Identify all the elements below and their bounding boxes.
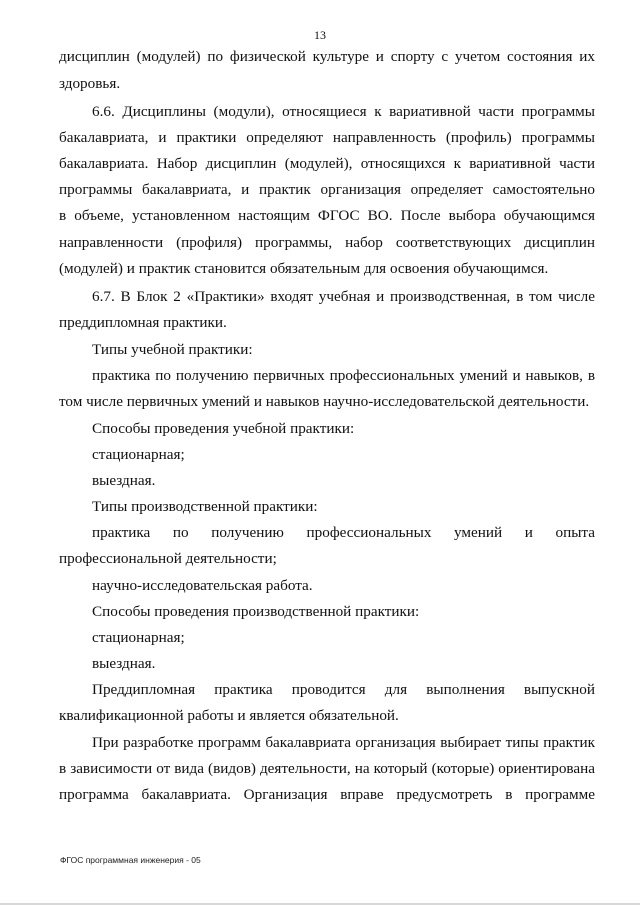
text-line: программы бакалавриата, и практик организация определяет самостоятельно: [59, 181, 595, 198]
text-line: том числе первичных умений и навыков научно-исследовательской деятельности.: [59, 393, 590, 410]
page-number: 13: [314, 28, 326, 42]
text-line: практика по получению профессиональных умений и опыта: [92, 524, 595, 541]
text-line: 6.6. Дисциплины (модули), относящиеся к вариативной части программы: [92, 103, 595, 120]
document-footer: ФГОС программная инженерия - 05: [60, 855, 201, 865]
text-line: 6.7. В Блок 2 «Практики» входят учебная и производственная, в том числе: [92, 288, 595, 305]
text-line: При разработке программ бакалавриата организация выбирает типы практик: [92, 734, 595, 751]
text-line: научно-исследовательская работа.: [92, 577, 313, 594]
text-line: Типы производственной практики:: [92, 498, 318, 515]
text-line: в зависимости от вида (видов) деятельности, на который (которые) ориентирована: [59, 760, 595, 777]
text-line: (модулей) и практик становится обязательным для освоения обучающимся.: [59, 260, 549, 277]
text-line: в объеме, установленном настоящим ФГОС ВО. После выбора обучающимся: [59, 207, 595, 224]
text-line: выездная.: [92, 472, 156, 489]
text-line: бакалавриата. Набор дисциплин (модулей), относящихся к вариативной части: [59, 155, 595, 172]
text-line: бакалавриата, и практики определяют направленность (профиль) программы: [59, 129, 595, 146]
text-line: программа бакалавриата. Организация вправе предусмотреть в программе: [59, 786, 595, 803]
text-line: преддипломная практики.: [59, 314, 227, 331]
text-line: квалификационной работы и является обязательной.: [59, 707, 399, 724]
text-line: направленности (профиля) программы, набор соответствующих дисциплин: [59, 234, 595, 251]
text-line: Преддипломная практика проводится для выполнения выпускной: [92, 681, 595, 698]
text-line: стационарная;: [92, 629, 185, 646]
text-line: практика по получению первичных профессиональных умений и навыков, в: [92, 367, 595, 384]
text-line: Способы проведения производственной практики:: [92, 603, 420, 620]
text-line: дисциплин (модулей) по физической культуре и спорту с учетом состояния их: [59, 48, 595, 65]
text-line: выездная.: [92, 655, 156, 672]
text-line: стационарная;: [92, 446, 185, 463]
text-line: здоровья.: [59, 75, 121, 92]
text-line: Способы проведения учебной практики:: [92, 420, 355, 437]
text-line: Типы учебной практики:: [92, 341, 253, 358]
text-line: профессиональной деятельности;: [59, 550, 277, 567]
